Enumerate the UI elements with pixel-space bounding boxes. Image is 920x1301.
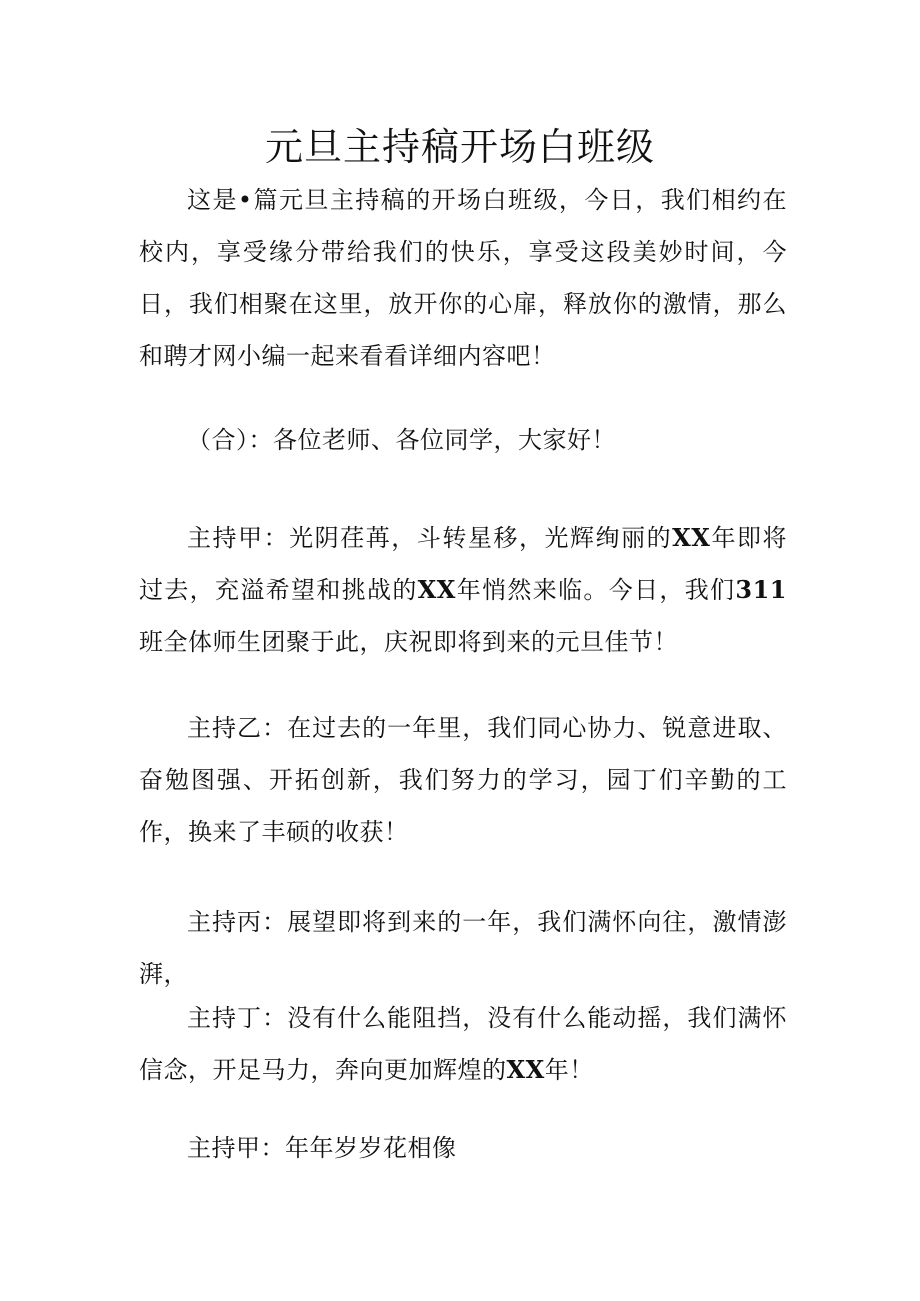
year-placeholder-3: XX — [506, 1055, 545, 1084]
class-number: 311 — [735, 575, 788, 604]
host-a-closing-paragraph: 主持甲：年年岁岁花相像 — [187, 1134, 457, 1162]
host-b-paragraph: 主持乙：在过去的一年里，我们同心协力、锐意进取、奋勉图强、开拓创新，我们努力的学习，园丁们辛勤的工作，换来了丰硕的收获！ — [139, 714, 787, 846]
host-c-paragraph: 主持丙：展望即将到来的一年，我们满怀向往，激情澎湃， — [139, 908, 787, 988]
intro-paragraph: 这是•篇元旦主持稿的开场白班级，今日，我们相约在校内，享受缘分带给我们的快乐，享受这段美妙时间，今日，我们相聚在这里，放开你的心扉，释放你的激情，那么和聘才网小编一起来看看详细内容吧！ — [139, 186, 787, 370]
host-a-text-2: 年即将过去，充溢希望和挑战的 — [139, 524, 788, 604]
document-title: 元旦主持稿开场白班级 — [264, 125, 655, 169]
together-greeting-paragraph: （合）：各位老师、各位同学，大家好！ — [187, 426, 616, 454]
host-a-text-3: 年悄然来临。今日，我们 — [455, 576, 736, 604]
host-d-text-2: 年！ — [544, 1056, 594, 1084]
host-a-paragraph — [139, 512, 787, 668]
year-placeholder-2: XX — [417, 575, 456, 604]
year-placeholder-1: XX — [672, 523, 711, 552]
host-a-text-1: 主持甲：光阴荏苒，斗转星移，光辉绚丽的 — [187, 524, 673, 552]
host-d-text-1: 主持丁：没有什么能阻挡，没有什么能动摇，我们满怀信念，开足马力，奔向更加辉煌的 — [139, 1004, 787, 1084]
host-a-text-4: 班全体师生团聚于此，庆祝即将到来的元旦佳节！ — [139, 628, 678, 656]
host-d-paragraph — [139, 992, 787, 1096]
